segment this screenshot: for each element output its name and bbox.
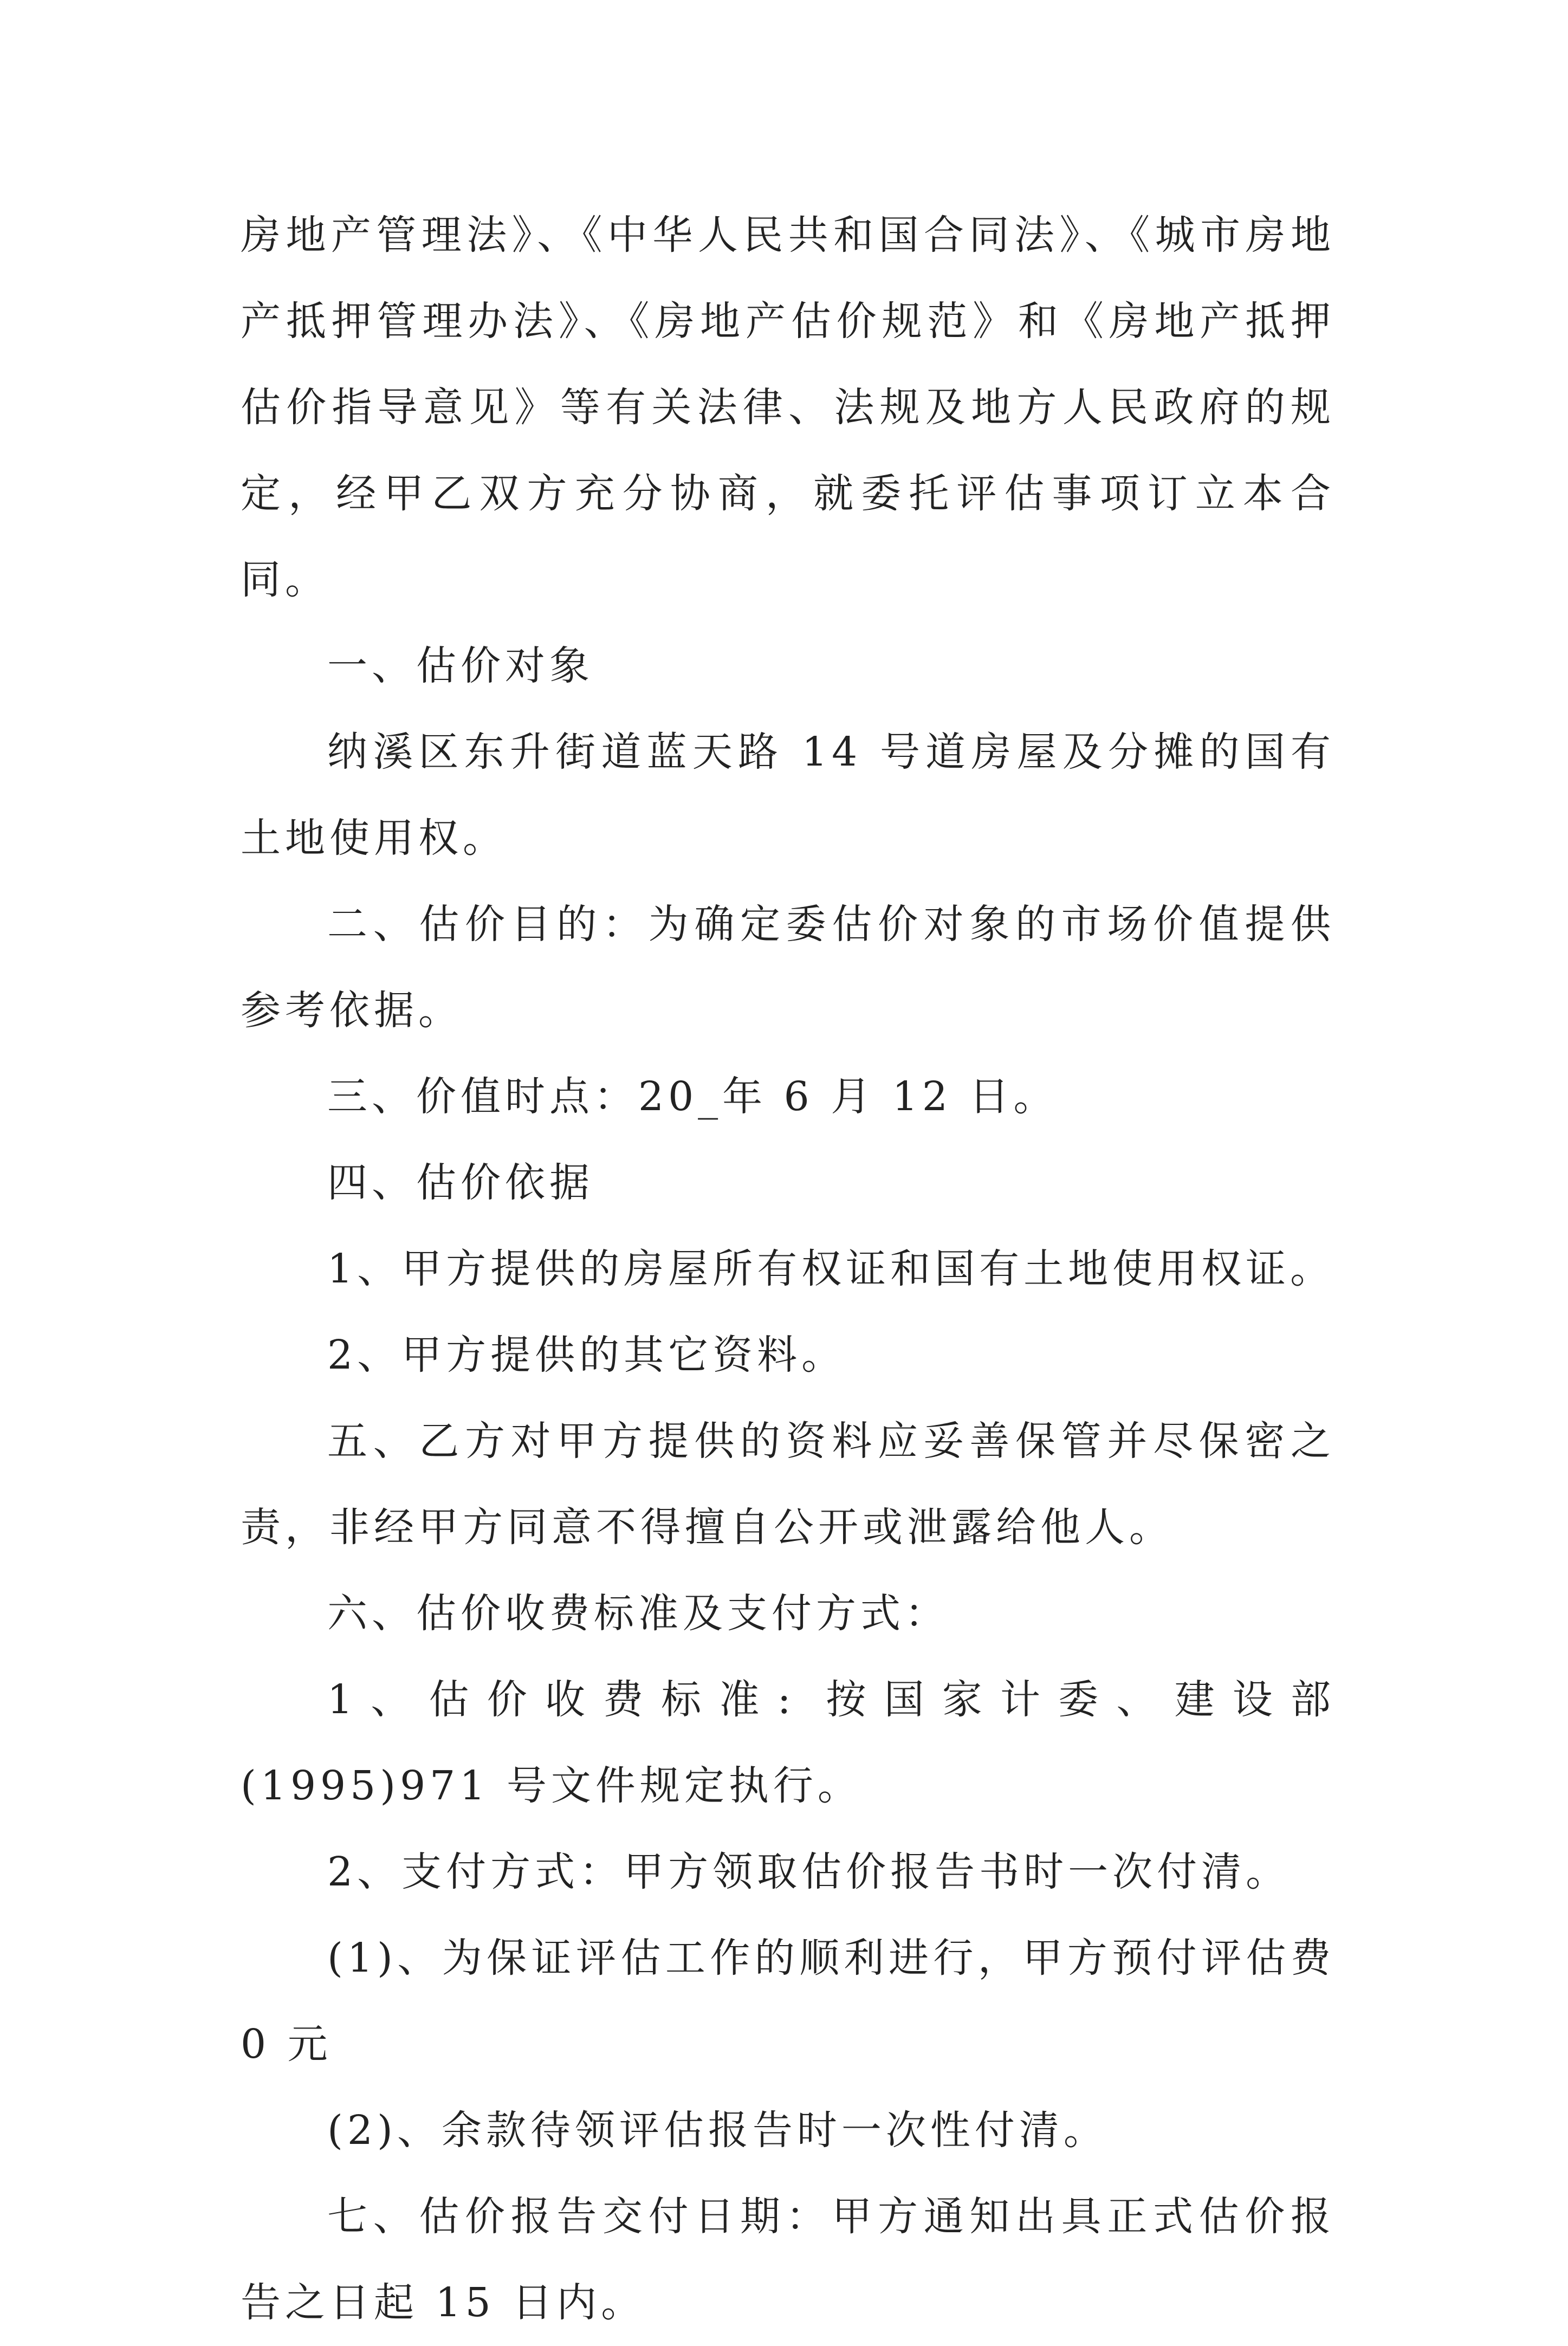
heading-appraisal-basis: 四、估价依据 bbox=[327, 1159, 594, 1206]
paragraph-value-date: 三、价值时点：20_年 6 月 12 日。 bbox=[327, 1073, 1058, 1120]
list-item-basis-2: 2、甲方提供的其它资料。 bbox=[327, 1332, 846, 1378]
paragraph-confidentiality: 五、乙方对甲方提供的资料应妥善保管并尽保密之责，非经甲方同意不得擅自公开或泄露给他人。 bbox=[241, 1418, 1335, 1551]
document-body bbox=[241, 192, 1335, 2346]
list-item-basis-1: 1、甲方提供的房屋所有权证和国有土地使用权证。 bbox=[327, 1246, 1335, 1292]
heading-appraisal-object: 一、估价对象 bbox=[327, 643, 594, 689]
list-item-prepayment: (1)、为保证评估工作的顺利进行，甲方预付评估费 0 元 bbox=[241, 1935, 1335, 2068]
list-item-fee-standard: 1、估价收费标准: 按国家计委、建设部(1995)971 号文件规定执行。 bbox=[241, 1676, 1335, 1809]
paragraph-appraisal-purpose: 二、估价目的：为确定委估价对象的市场价值提供参考依据。 bbox=[241, 901, 1335, 1034]
heading-fee-and-payment: 六、估价收费标准及支付方式： bbox=[327, 1590, 949, 1637]
paragraph-report-delivery: 七、估价报告交付日期：甲方通知出具正式估价报告之日起 15 日内。 bbox=[241, 2193, 1335, 2326]
paragraph-property-address: 纳溪区东升街道蓝天路 14 号道房屋及分摊的国有土地使用权。 bbox=[241, 729, 1335, 861]
paragraph-legal-basis: 房地产管理法》、《中华人民共和国合同法》、《城市房地产抵押管理办法》、《房地产估价规范》和《房地产抵押估价指导意见》等有关法律、法规及地方人民政府的规定，经甲乙双方充分协商，就委托评估事项订立本合同。 bbox=[241, 212, 1335, 603]
list-item-balance-payment: (2)、余款待领评估报告时一次性付清。 bbox=[327, 2107, 1108, 2154]
list-item-payment-method: 2、支付方式：甲方领取估价报告书时一次付清。 bbox=[327, 1849, 1291, 1895]
